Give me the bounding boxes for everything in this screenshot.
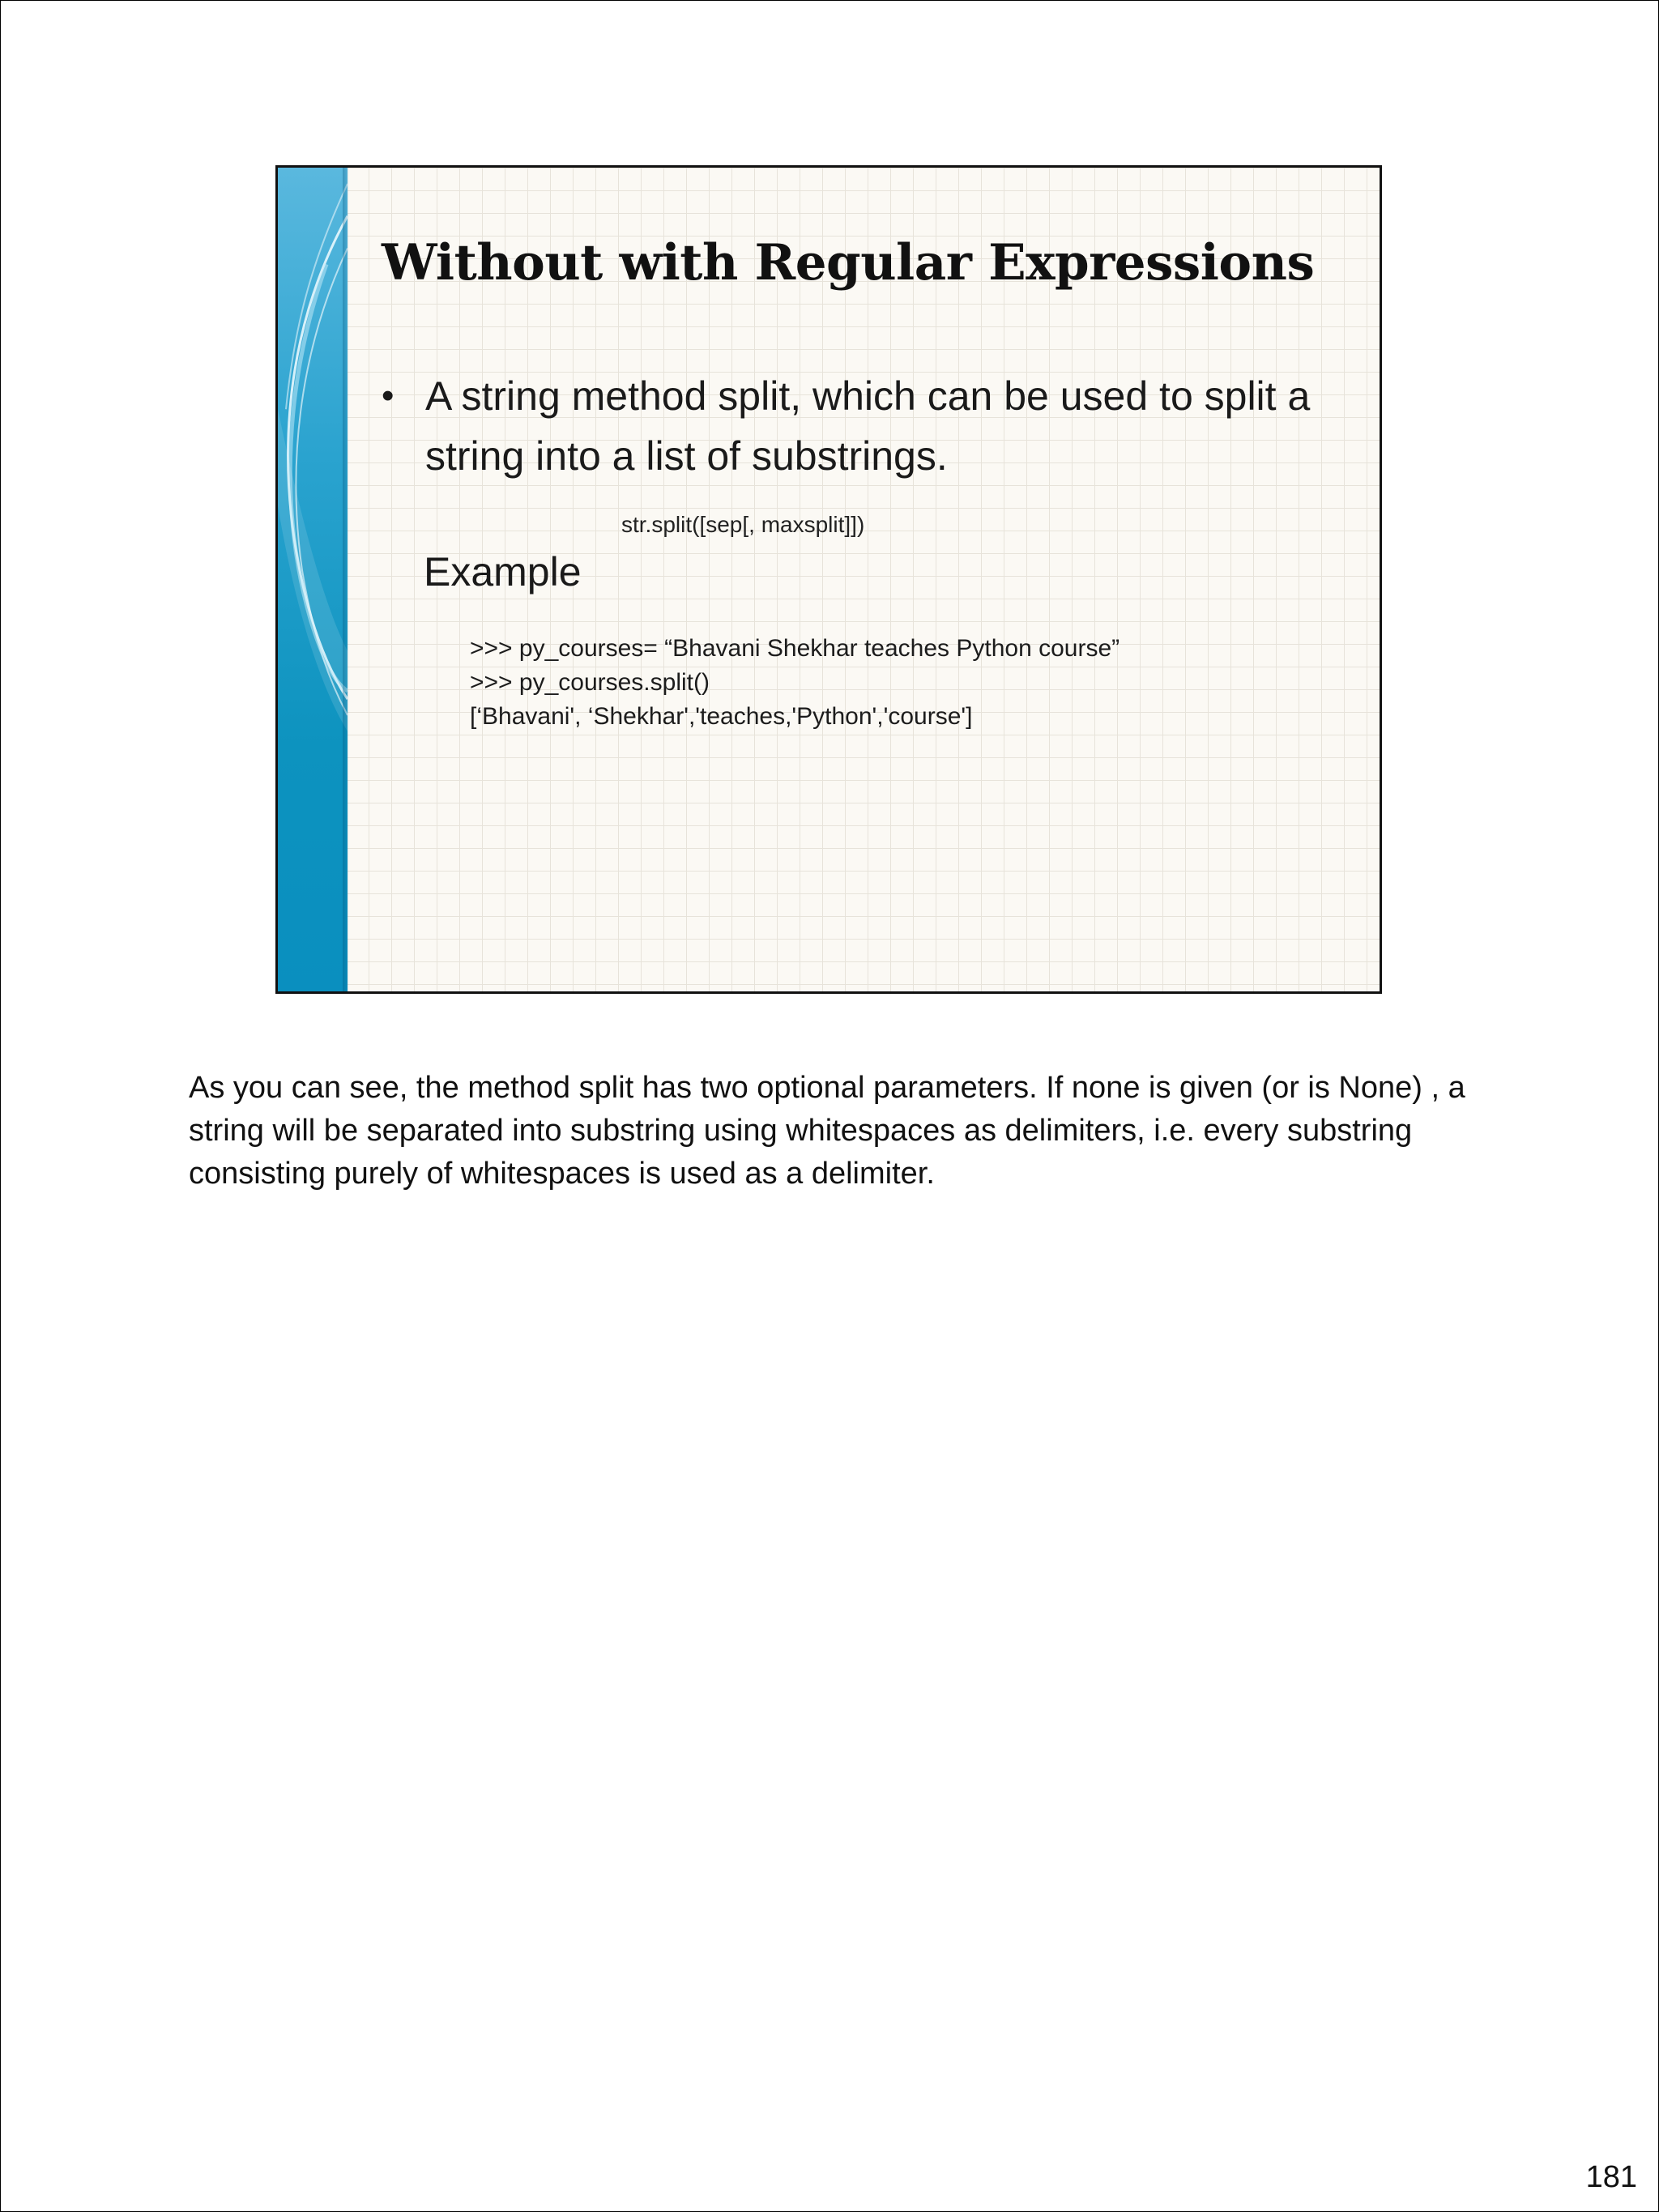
code-line: [‘Bhavani', ‘Shekhar','teaches,'Python','course'] bbox=[470, 703, 973, 730]
slide-title: Without with Regular Expressions bbox=[382, 234, 1315, 292]
example-heading: Example bbox=[424, 549, 582, 595]
code-line: >>> py_courses= “Bhavani Shekhar teaches Python course” bbox=[470, 635, 1120, 662]
notes-paragraph: As you can see, the method split has two optional parameters. If none is given (or is None) , a string will be separated into substring using whitespaces as delimiters, i.e. every substring consisting purely of whitespaces is used as a delimiter. bbox=[189, 1071, 1465, 1191]
slide-image bbox=[275, 165, 1382, 994]
code-example bbox=[470, 632, 1120, 734]
slide-bullet-point bbox=[382, 366, 1354, 486]
page-number: 181 bbox=[1585, 2160, 1637, 2194]
slide-band-shadow bbox=[343, 168, 349, 991]
bullet-text: A string method split, which can be used to split a string into a list of substrings. bbox=[425, 373, 1311, 479]
bullet-icon: • bbox=[382, 376, 394, 416]
code-line: >>> py_courses.split() bbox=[470, 669, 710, 696]
slide-decorative-band bbox=[278, 168, 348, 991]
swirl-graphic bbox=[278, 168, 348, 991]
split-syntax: str.split([sep[, maxsplit]]) bbox=[621, 512, 865, 537]
